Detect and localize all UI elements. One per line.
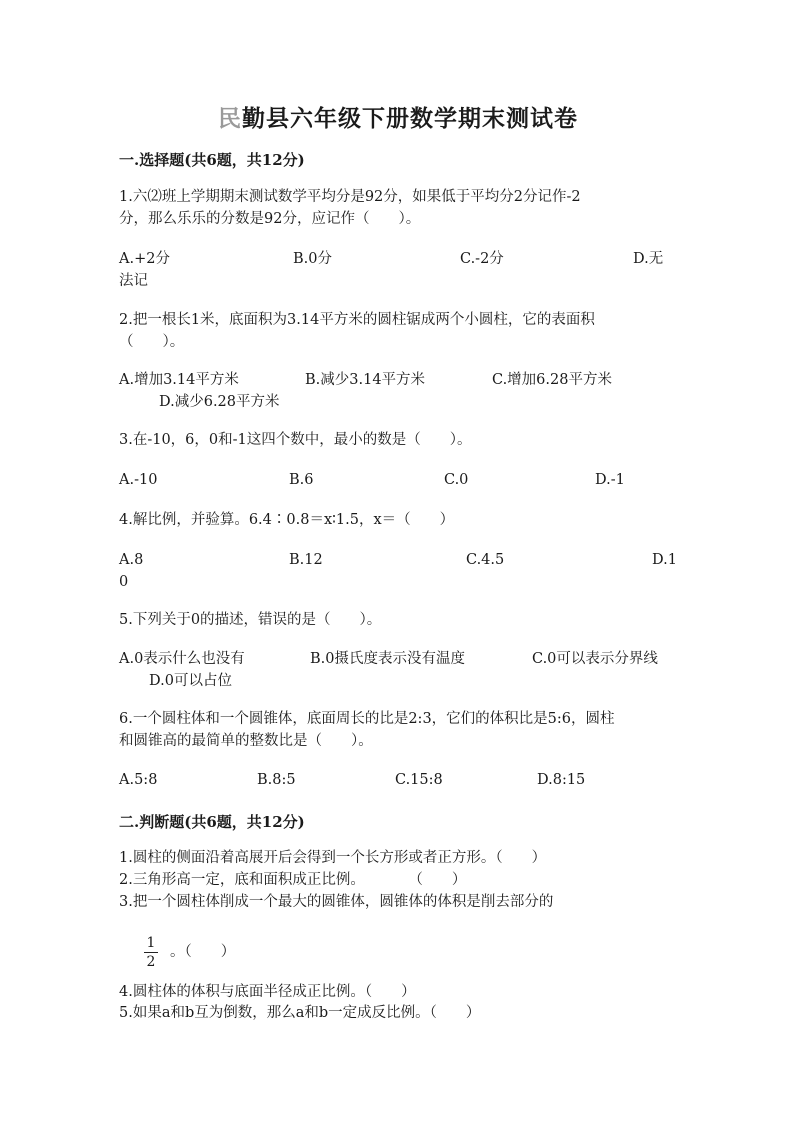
question-6-option-b: B.8:5 — [257, 772, 296, 788]
title-first-char: 民 — [218, 105, 242, 132]
question-2-option-c: C.增加6.28平方米 — [492, 372, 612, 388]
question-1-option-c: C.-2分 — [460, 251, 504, 267]
question-5-option-d: D.0可以占位 — [149, 673, 232, 689]
fraction-one-half — [144, 935, 158, 970]
question-5-option-c: C.0可以表示分界线 — [532, 651, 658, 667]
question-5-option-a: A.0表示什么也没有 — [119, 651, 245, 667]
question-3-line-1: 3.在-10，6，0和-1这四个数中，最小的数是（ ）。 — [119, 432, 472, 448]
question-2-option-d: D.减少6.28平方米 — [159, 394, 280, 410]
question-4-option-d: D.1 — [652, 552, 677, 568]
question-6-option-c: C.15:8 — [395, 772, 443, 788]
question-3-option-a: A.-10 — [119, 472, 158, 488]
judgement-item-4: 4.圆柱体的体积与底面半径成正比例。（ ） — [119, 984, 416, 1000]
judgement-item-3-tail: 。（ ） — [170, 944, 236, 960]
title-rest: 勤县六年级下册数学期末测试卷 — [242, 105, 578, 132]
judgement-item-1: 1.圆柱的侧面沿着高展开后会得到一个长方形或者正方形。（ ） — [119, 850, 547, 866]
judgement-item-5: 5.如果a和b互为倒数，那么a和b一定成反比例。（ ） — [119, 1005, 481, 1021]
question-6-line-2: 和圆锥高的最简单的整数比是（ ）。 — [119, 733, 373, 749]
question-4-option-b: B.12 — [289, 552, 323, 568]
question-1-option-b: B.0分 — [293, 251, 332, 267]
question-4-option-c: C.4.5 — [466, 552, 505, 568]
fraction-bar — [144, 952, 158, 953]
question-2-line-2: （ ）。 — [119, 334, 185, 350]
question-4-option-a: A.8 — [119, 552, 144, 568]
question-2-option-b: B.减少3.14平方米 — [305, 372, 426, 388]
fraction-denominator: 2 — [146, 954, 156, 970]
page-title — [218, 100, 578, 133]
judgement-item-3: 3.把一个圆柱体削成一个最大的圆锥体，圆锥体的体积是削去部分的 — [119, 894, 554, 910]
section-heading-choice: 一.选择题(共6题，共12分) — [119, 151, 305, 169]
question-3-option-b: B.6 — [289, 472, 314, 488]
question-1-option-d-wrap: 法记 — [119, 273, 148, 289]
question-6-line-1: 6.一个圆柱体和一个圆锥体，底面周长的比是2:3，它们的体积比是5:6，圆柱 — [119, 711, 615, 727]
question-1-line-1: 1.六⑵班上学期期末测试数学平均分是92分，如果低于平均分2分记作-2 — [119, 189, 581, 205]
fraction-numerator: 1 — [146, 935, 156, 951]
question-1-option-a: A.+2分 — [119, 251, 170, 267]
question-6-option-a: A.5:8 — [119, 772, 158, 788]
question-4-option-d-wrap: 0 — [119, 574, 129, 590]
question-1-line-2: 分，那么乐乐的分数是92分，应记作（ ）。 — [119, 211, 421, 227]
question-3-option-c: C.0 — [444, 472, 469, 488]
question-3-option-d: D.-1 — [595, 472, 625, 488]
question-2-line-1: 2.把一根长1米，底面积为3.14平方米的圆柱锯成两个小圆柱，它的表面积 — [119, 312, 595, 328]
question-5-line-1: 5.下列关于0的描述，错误的是（ ）。 — [119, 612, 382, 628]
question-1-option-d: D.无 — [633, 251, 664, 267]
question-5-option-b: B.0摄氏度表示没有温度 — [310, 651, 465, 667]
judgement-item-2: 2.三角形高一定，底和面积成正比例。 （ ） — [119, 872, 467, 888]
question-4-line-1: 4.解比例，并验算。6.4∶0.8＝x∶1.5，x＝（ ） — [119, 512, 455, 528]
question-2-option-a: A.增加3.14平方米 — [119, 372, 239, 388]
section-heading-judgement: 二.判断题(共6题，共12分) — [119, 813, 305, 831]
question-6-option-d: D.8:15 — [537, 772, 586, 788]
